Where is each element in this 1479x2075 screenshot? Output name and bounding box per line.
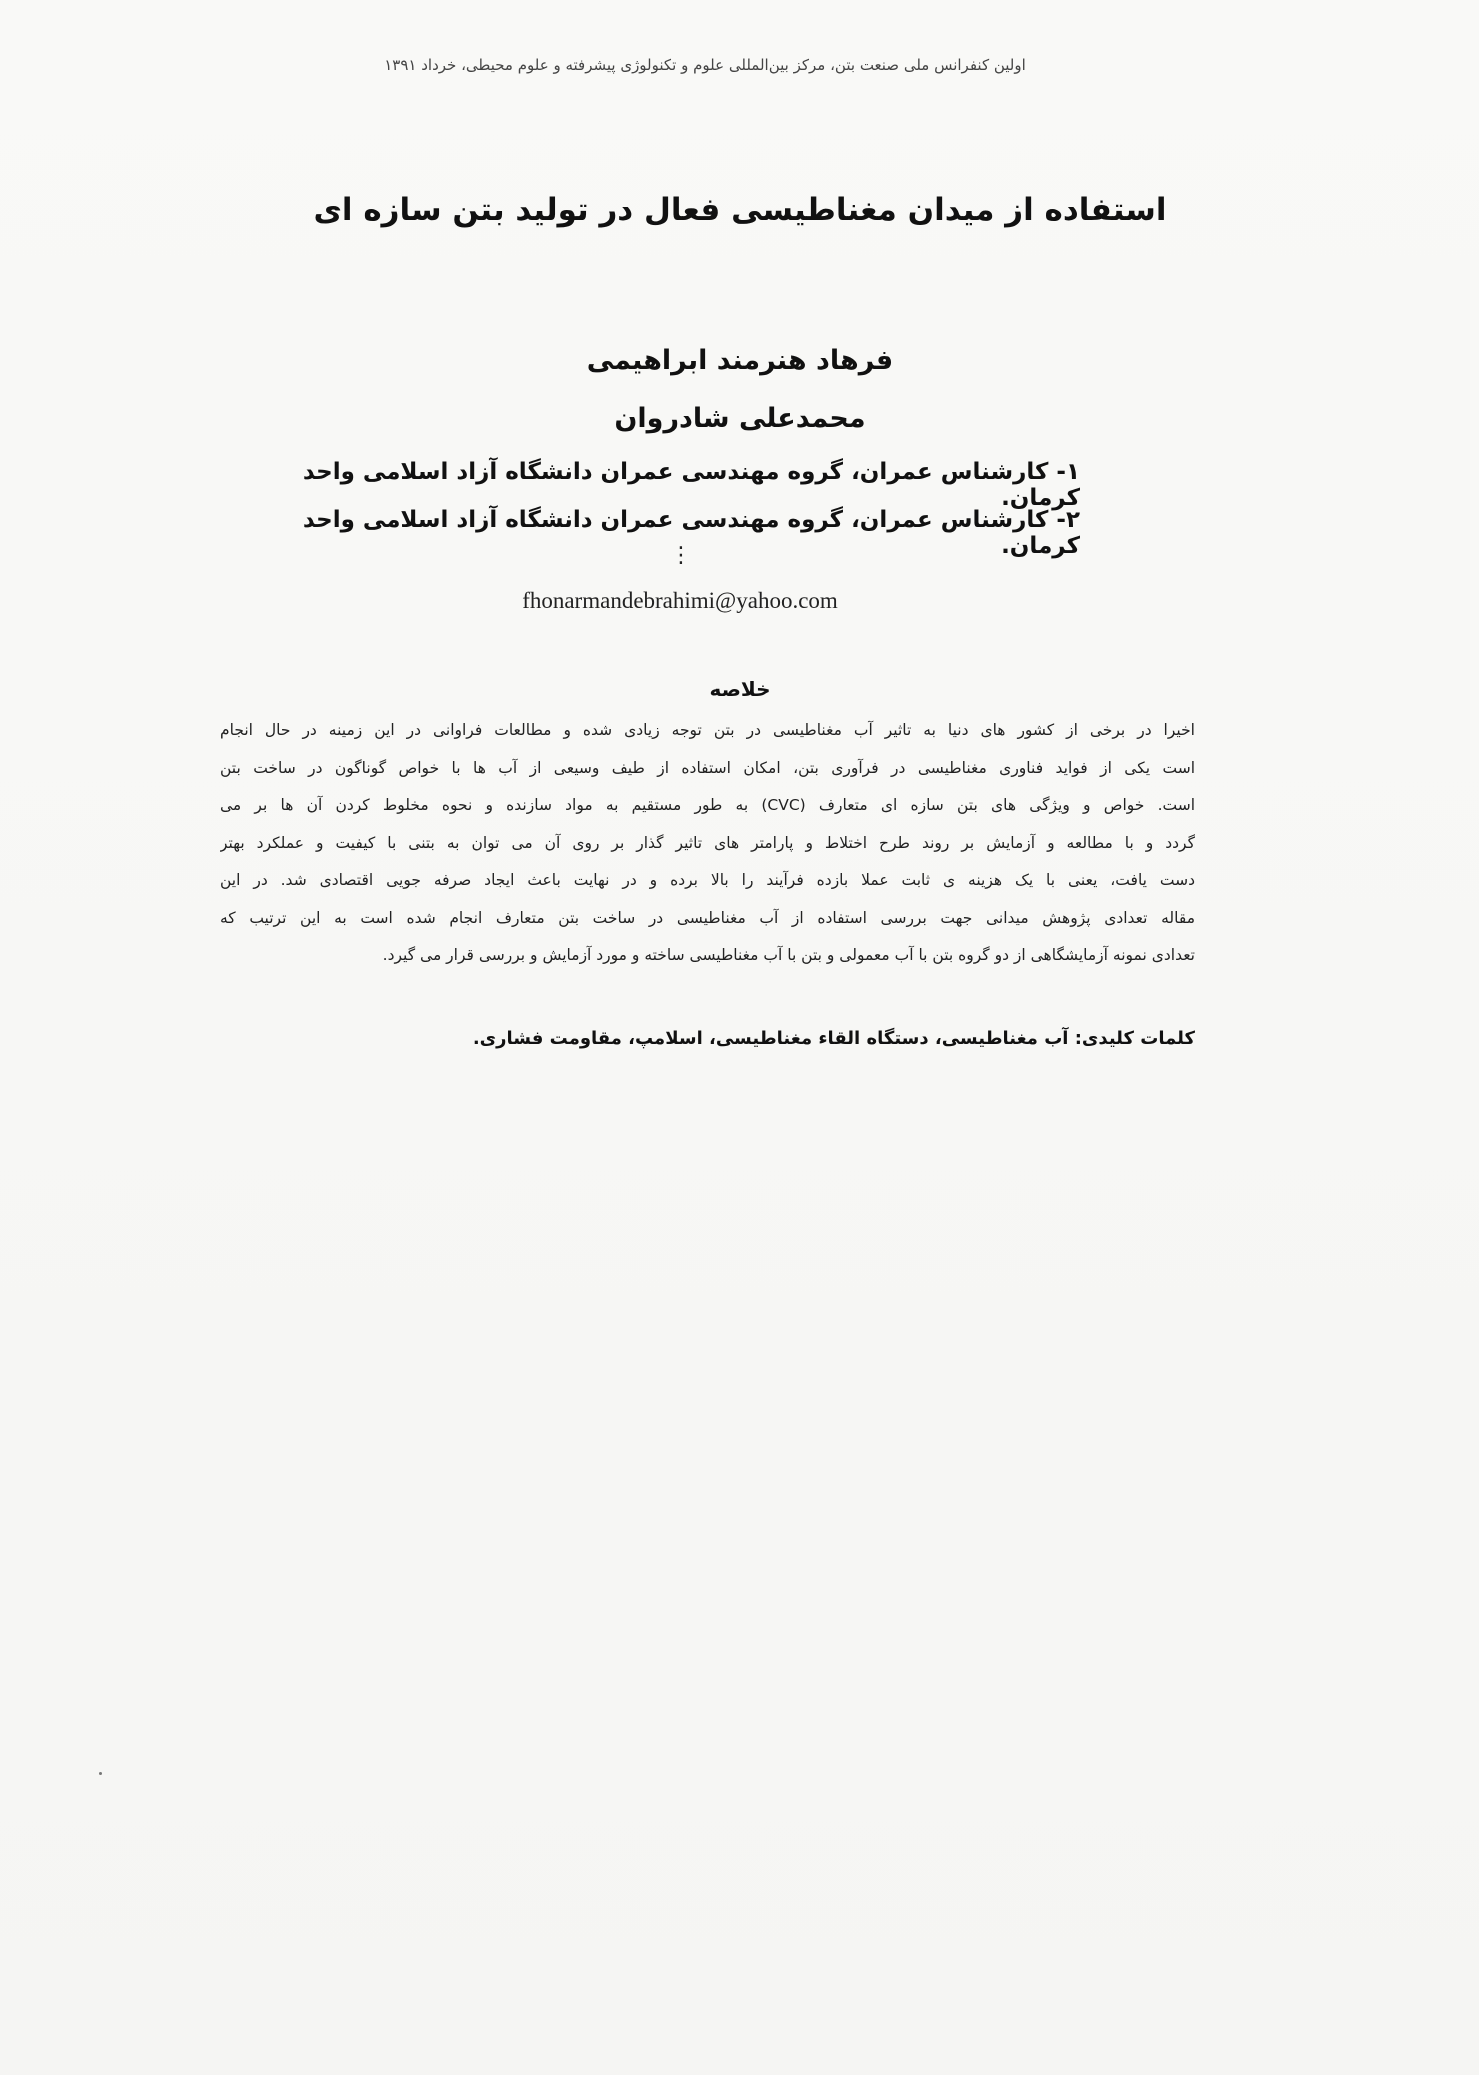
affiliation-1: ۱- کارشناس عمران، گروه مهندسی عمران دانشگاه آزاد اسلامی واحد کرمان.	[302, 459, 1080, 511]
conference-header: اولین کنفرانس ملی صنعت بتن، مرکز بین‌المللی علوم و تکنولوژی پیشرفته و علوم محیطی، خرداد ۱۳۹۱	[384, 56, 1026, 74]
abstract-body	[220, 712, 1195, 975]
abstract-line: دست یافت، یعنی با یک هزینه ی ثابت عملا بازده فرآیند را بالا برده و در نهایت باعث ایجاد صرفه جویی اقتصادی شد. در این	[220, 871, 1195, 889]
author-2: محمدعلی شادروان	[614, 403, 866, 434]
abstract-line: گردد و با مطالعه و آزمایش بر روند طرح اختلاط و پارامتر های تاثیر گذار بر روی آن می توان به بتنی با کیفیت و عملکرد بهتر	[220, 833, 1195, 852]
abstract-heading: خلاصه	[709, 677, 771, 701]
abstract-line: مقاله تعدادی پژوهش میدانی جهت بررسی استفاده از آب مغناطیسی در ساخت بتن متعارف انجام شده است به این ترتیب که	[220, 908, 1195, 927]
abstract-line: است یکی از فواید فناوری مغناطیسی در فرآوری بتن، امکان استفاده از طیف وسیعی از آب ها با خواص گوناگون در ساخت بتن	[220, 758, 1195, 777]
author-1: فرهاد هنرمند ابراهیمی	[586, 345, 894, 376]
paper-speck	[99, 1772, 102, 1775]
abstract-line: است. خواص و ویژگی های بتن سازه ای متعارف (CVC) به طور مستقیم به مواد سازنده و نحوه مخلوط کردن آن ها بر می	[220, 796, 1195, 814]
paper-title: استفاده از میدان مغناطیسی فعال در تولید بتن سازه ای	[313, 192, 1167, 228]
affiliation-2: ۲- کارشناس عمران، گروه مهندسی عمران دانشگاه آزاد اسلامی واحد کرمان.	[302, 507, 1080, 559]
abstract-line: تعدادی نمونه آزمایشگاهی از دو گروه بتن با آب معمولی و بتن با آب مغناطیسی ساخته و مورد آزمایش و بررسی قرار می گیرد.	[382, 946, 1195, 964]
abstract-line: اخیرا در برخی از کشور های دنیا به تاثیر آب مغناطیسی در بتن توجه زیادی شده و مطالعات فراوانی در این زمینه در حال انجام	[220, 721, 1195, 739]
keywords: کلمات کلیدی: آب مغناطیسی، دستگاه القاء مغناطیسی، اسلامپ، مقاومت فشاری.	[472, 1028, 1195, 1049]
author-email: fhonarmandebrahimi@yahoo.com	[522, 588, 838, 613]
separator-dots: ⋮	[670, 543, 692, 568]
